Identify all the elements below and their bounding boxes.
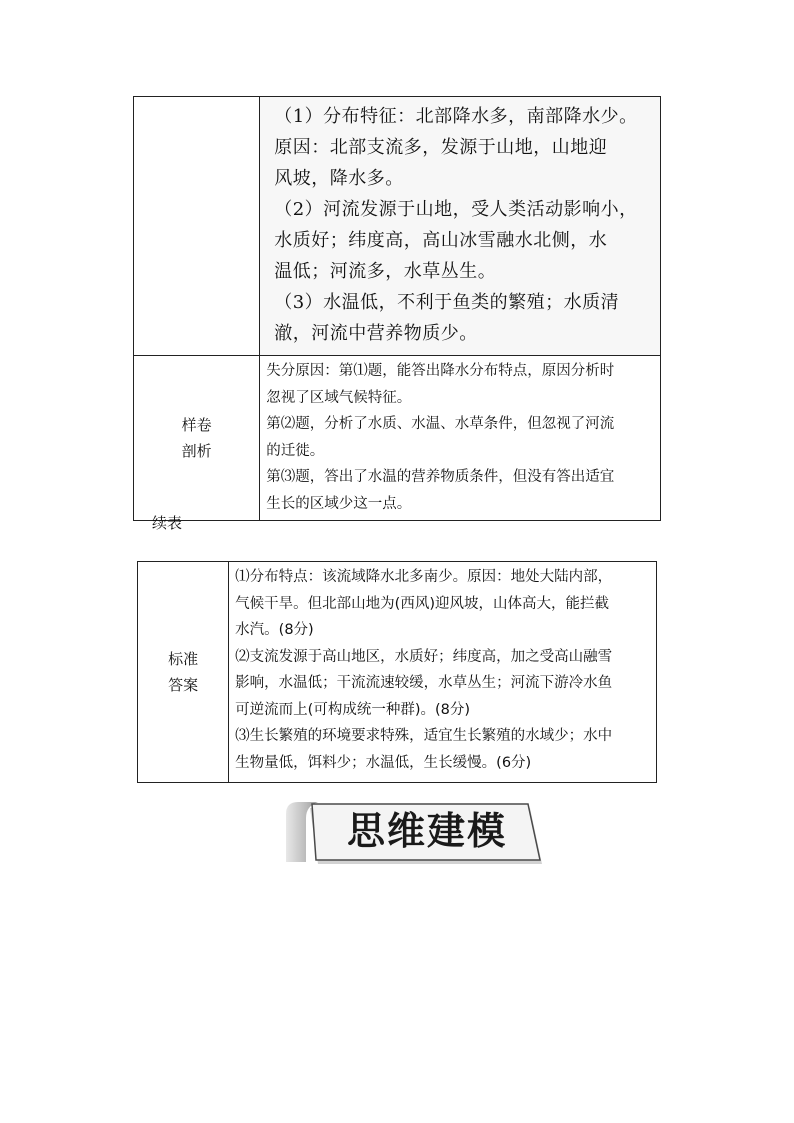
analysis-cell	[260, 356, 661, 521]
student-answer-line: 温低；河流多，水草丛生。	[274, 261, 497, 282]
standard-answer-cell	[229, 562, 657, 783]
label-line: 剖析	[181, 442, 212, 460]
analysis-line: 第⑶题，答出了水温的营养物质条件，但没有答出适宜	[266, 469, 615, 485]
answer-line: 气候干旱。但北部山地为(西风)迎风坡，山体高大，能拦截	[235, 595, 609, 612]
continued-table-label: 续表	[152, 514, 183, 532]
row-label-sample-analysis	[134, 356, 260, 521]
student-answer-line: 风坡，降水多。	[274, 168, 404, 189]
answer-line: ⑴分布特点：该流域降水北多南少。原因：地处大陆内部，	[235, 569, 613, 585]
analysis-line: 失分原因：第⑴题，能答出降水分布特点，原因分析时	[266, 363, 615, 379]
analysis-line: 第⑵题，分析了水质、水温、水草条件，但忽视了河流	[266, 416, 615, 432]
label-line: 标准	[168, 650, 199, 668]
analysis-line: 生长的区域少这一点。	[266, 495, 412, 512]
section-title: 思维建模	[346, 808, 507, 853]
label-line: 答案	[168, 676, 199, 694]
answer-line: 可逆流而上(可构成统一种群)。(8分)	[235, 701, 471, 718]
empty-label-cell	[134, 97, 260, 356]
analysis-line: 忽视了区域气候特征。	[266, 389, 412, 406]
sample-analysis-table	[133, 96, 661, 521]
student-answer-line: （3）水温低，不利于鱼类的繁殖；水质清	[274, 292, 620, 313]
standard-answer-table	[137, 561, 657, 783]
answer-line: 影响，水温低；干流流速较缓，水草丛生；河流下游冷水鱼	[235, 675, 613, 691]
answer-line: ⑵支流发源于高山地区，水质好；纬度高，加之受高山融雪	[235, 648, 613, 665]
answer-line: 生物量低，饵料少；水温低，生长缓慢。(6分)	[235, 754, 532, 771]
analysis-line: 的迁徙。	[266, 442, 325, 459]
answer-line: ⑶生长繁殖的环境要求特殊，适宜生长繁殖的水域少；水中	[235, 728, 613, 744]
student-answer-line: （1）分布特征：北部降水多，南部降水少。	[274, 106, 638, 127]
row-label-standard-answer	[138, 562, 229, 783]
student-answer-line: （2）河流发源于山地，受人类活动影响小，	[274, 199, 638, 220]
student-answer-line: 澈，河流中营养物质少。	[274, 323, 478, 344]
student-answer-line: 水质好；纬度高，高山冰雪融水北侧，水	[274, 230, 608, 251]
student-answer-line: 原因：北部支流多，发源于山地，山地迎	[274, 137, 608, 158]
label-line: 样卷	[181, 416, 212, 434]
answer-line: 水汽。(8分)	[235, 622, 314, 638]
student-answer-cell	[260, 97, 661, 356]
